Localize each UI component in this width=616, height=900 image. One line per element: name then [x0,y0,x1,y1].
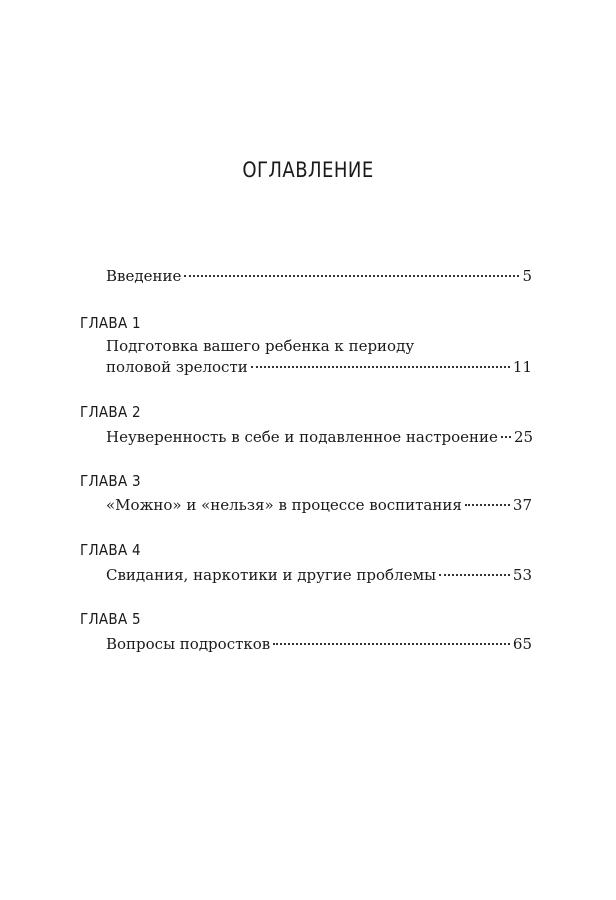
chapter-label-5: ГЛАВА 5 [80,610,141,628]
toc-entry-title-line2: половой зрелости [106,358,248,376]
toc-entry-chapter-4 [106,565,532,585]
page-title: ОГЛАВЛЕНИЕ [242,158,374,182]
toc-entry-title: Вопросы подростков [106,635,271,653]
toc-entry-chapter-2 [106,427,532,447]
toc-entry-title: Свидания, наркотики и другие проблемы [106,566,437,584]
toc-page-number: 11 [512,358,532,376]
toc-entry-title: Неуверенность в себе и подавленное настроение [106,428,498,446]
dot-leader [465,504,510,506]
chapter-label-1: ГЛАВА 1 [80,314,141,332]
toc-page-number: 37 [512,496,532,514]
dot-leader [184,275,519,277]
dot-leader [273,643,510,645]
toc-entry-chapter-1 [106,357,532,377]
toc-entry-title: «Можно» и «нельзя» в процессе воспитания [106,496,462,514]
chapter-label-3: ГЛАВА 3 [80,472,141,490]
dot-leader [251,366,510,368]
toc-page-number: 25 [513,428,534,446]
dot-leader [501,436,511,438]
toc-entry-title-line1: Подготовка вашего ребенка к периоду [106,337,415,355]
toc-page-number: 65 [512,635,532,653]
toc-entry-chapter-3 [106,495,532,515]
toc-entry-chapter-5 [106,634,532,654]
toc-entry-title: Введение [106,267,182,285]
toc-entry-intro [106,266,532,286]
chapter-label-2: ГЛАВА 2 [80,403,141,421]
chapter-label-4: ГЛАВА 4 [80,541,141,559]
toc-page-number: 5 [522,267,532,285]
toc-page-number: 53 [512,566,532,584]
dot-leader [439,574,510,576]
